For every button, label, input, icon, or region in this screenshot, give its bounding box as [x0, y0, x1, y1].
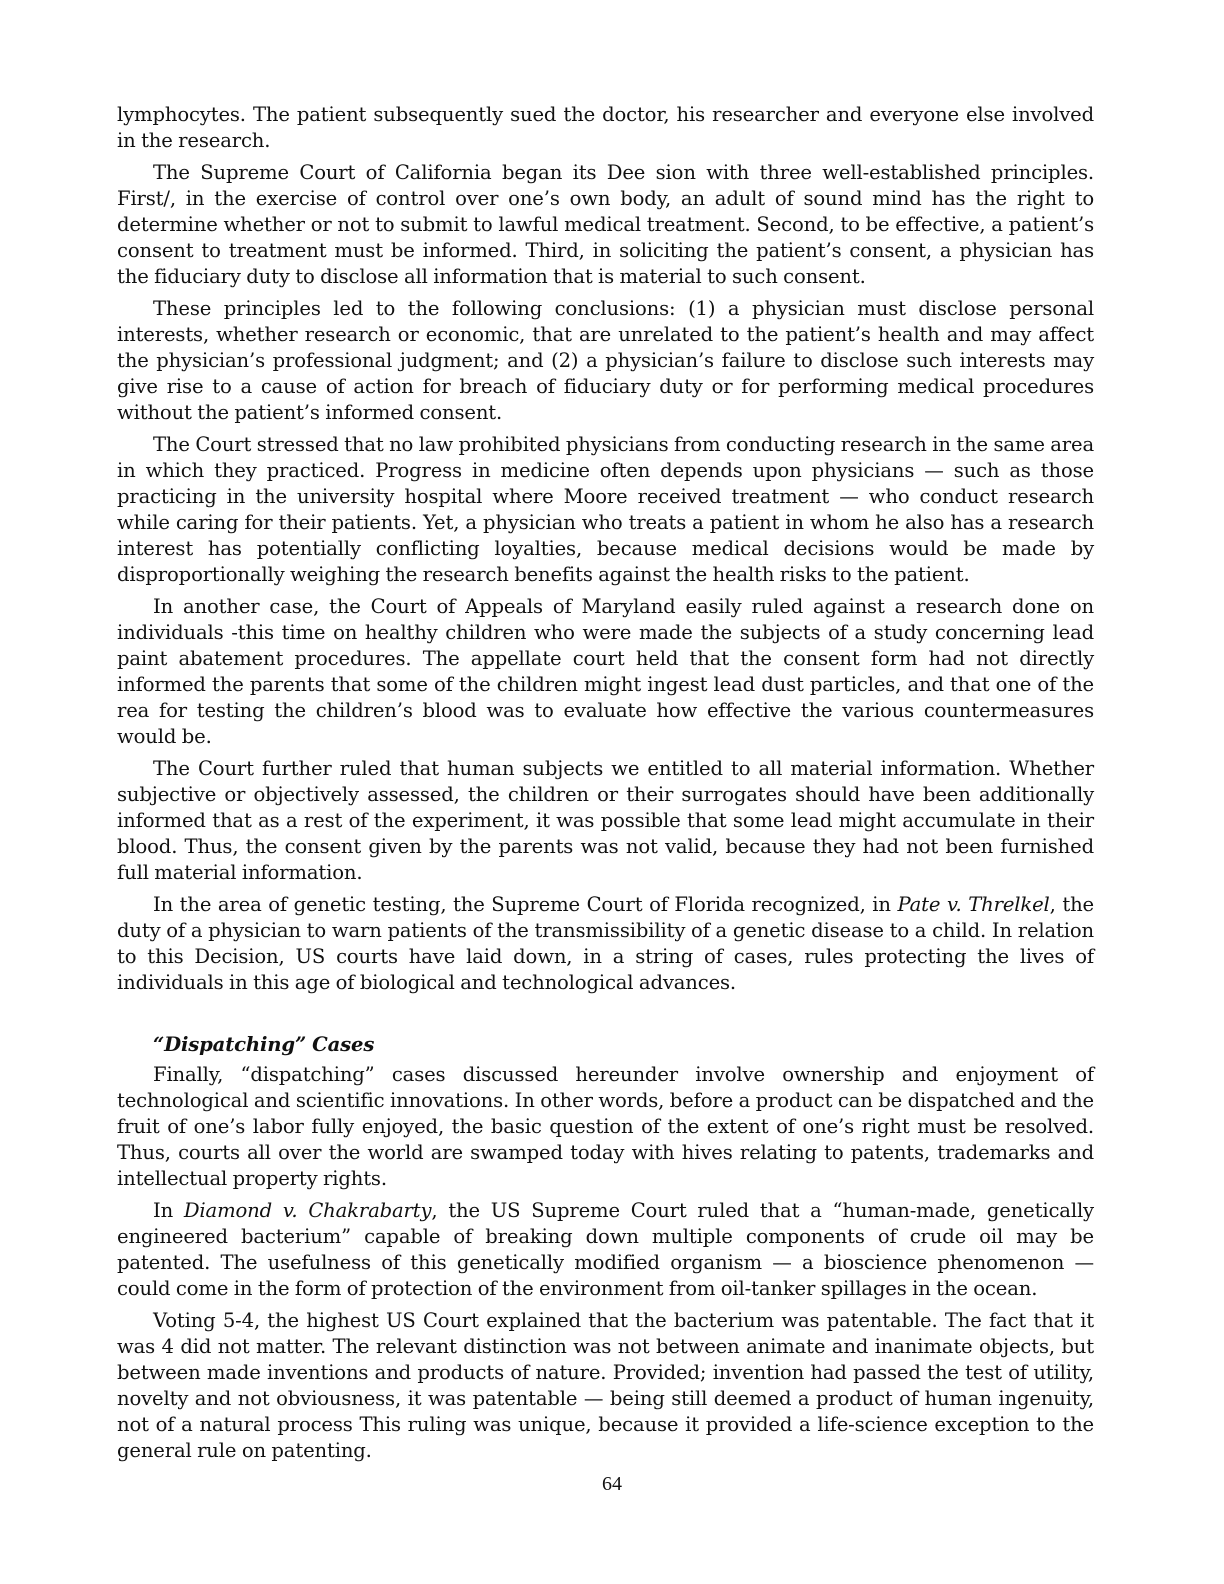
paragraph-text: Voting 5-4, the highest US Court explained that the bacterium was patentable. The fact that it was 4 did not matter. The relevant distinction was not between animate and inanimate objects, but between made inventions and products of nature. Provided; invention had passed the test of utility, novelty and not obviousness, it was patentable — being still deemed a product of human ingenuity, not of a natural process This ruling was unique, because it provided a life-science exception to the general rule on patenting. [117, 1309, 1094, 1462]
paragraph [117, 160, 1094, 290]
paragraph [117, 756, 1094, 886]
page-body [117, 102, 1094, 1470]
paragraph-text: The Court stressed that no law prohibited physicians from conducting research in the same area in which they practiced. Progress in medicine often depends upon physicians — such as those practicing in the university hospital where Moore received treatment — who conduct research while caring for their patients. Yet, a physician who treats a patient in whom he also has a research interest has potentially conflicting loyalties, because medical decisions would be made by disproportionally weighing the research benefits against the health risks to the patient. [117, 433, 1094, 586]
paragraph [117, 1062, 1094, 1192]
paragraph [117, 892, 1094, 996]
paragraph-text: , the duty of a physician to warn patients of the transmissibility of a genetic disease to a child. In relation to this Decision, US courts have laid down, in a string of cases, rules protecting the lives of individuals in this age of biological and technological advances. [117, 893, 1094, 994]
paragraph-text: lymphocytes. The patient subsequently sued the doctor, his researcher and everyone else involved in the research. [117, 103, 1094, 152]
paragraph-text: The Supreme Court of California began its Dee sion with three well-established principles. First/, in the exercise of control over one’s own body, an adult of sound mind has the right to determine whether or not to submit to lawful medical treatment. Second, to be effective, a patient’s consent to treatment must be informed. Third, in soliciting the patient’s consent, a physician has the fiduciary duty to disclose all information that is material to such consent. [117, 161, 1094, 288]
paragraph-text: These principles led to the following conclusions: (1) a physician must disclose personal interests, whether research or economic, that are unrelated to the patient’s health and may affect the physician’s professional judgment; and (2) a physician’s failure to disclose such interests may give rise to a cause of action for breach of fiduciary duty or for performing medical procedures without the patient’s informed consent. [117, 297, 1094, 424]
paragraph [117, 296, 1094, 426]
paragraph-text: The Court further ruled that human subjects we entitled to all material information. Whether subjective or objectively assessed, the children or their surrogates should have been additionally informed that as a rest of the experiment, it was possible that some lead might accumulate in their blood. Thus, the consent given by the parents was not valid, because they had not been furnished full material information. [117, 757, 1094, 884]
page-number: 64 [602, 1473, 622, 1495]
paragraph [117, 432, 1094, 588]
paragraph-text: In [153, 1199, 184, 1222]
paragraph-text: In another case, the Court of Appeals of Maryland easily ruled against a research done on individuals -this time on healthy children who were made the subjects of a study concerning lead paint abatement procedures. The appellate court held that the consent form had not directly informed the parents that some of the children might ingest lead dust particles, and that one of the rea for testing the children’s blood was to evaluate how effective the various countermeasures would be. [117, 595, 1094, 748]
section-heading: “Dispatching” Cases [153, 1033, 375, 1056]
paragraph-text: Finally, “dispatching” cases discussed hereunder involve ownership and enjoyment of technological and scientific innovations. In other words, before a product can be dispatched and the fruit of one’s labor fully enjoyed, the basic question of the extent of one’s right must be resolved. Thus, courts all over the world are swamped today with hives relating to patents, trademarks and intellectual property rights. [117, 1063, 1094, 1190]
paragraph [117, 102, 1094, 154]
case-citation: Diamond v. Chakrabarty [183, 1199, 432, 1222]
paragraph-text: , the US Supreme Court ruled that a “human-made, genetically engineered bacterium” capable of breaking down multiple components of crude oil may be patented. The usefulness of this genetically modified organism — a bioscience phenomenon — could come in the form of protection of the environment from oil-tanker spillages in the ocean. [117, 1199, 1094, 1300]
paragraph [117, 1308, 1094, 1464]
paragraph [117, 1198, 1094, 1302]
case-citation: Pate v. Threlkel [897, 893, 1050, 916]
paragraph [117, 594, 1094, 750]
paragraph-text: In the area of genetic testing, the Supreme Court of Florida recognized, in [153, 893, 898, 916]
